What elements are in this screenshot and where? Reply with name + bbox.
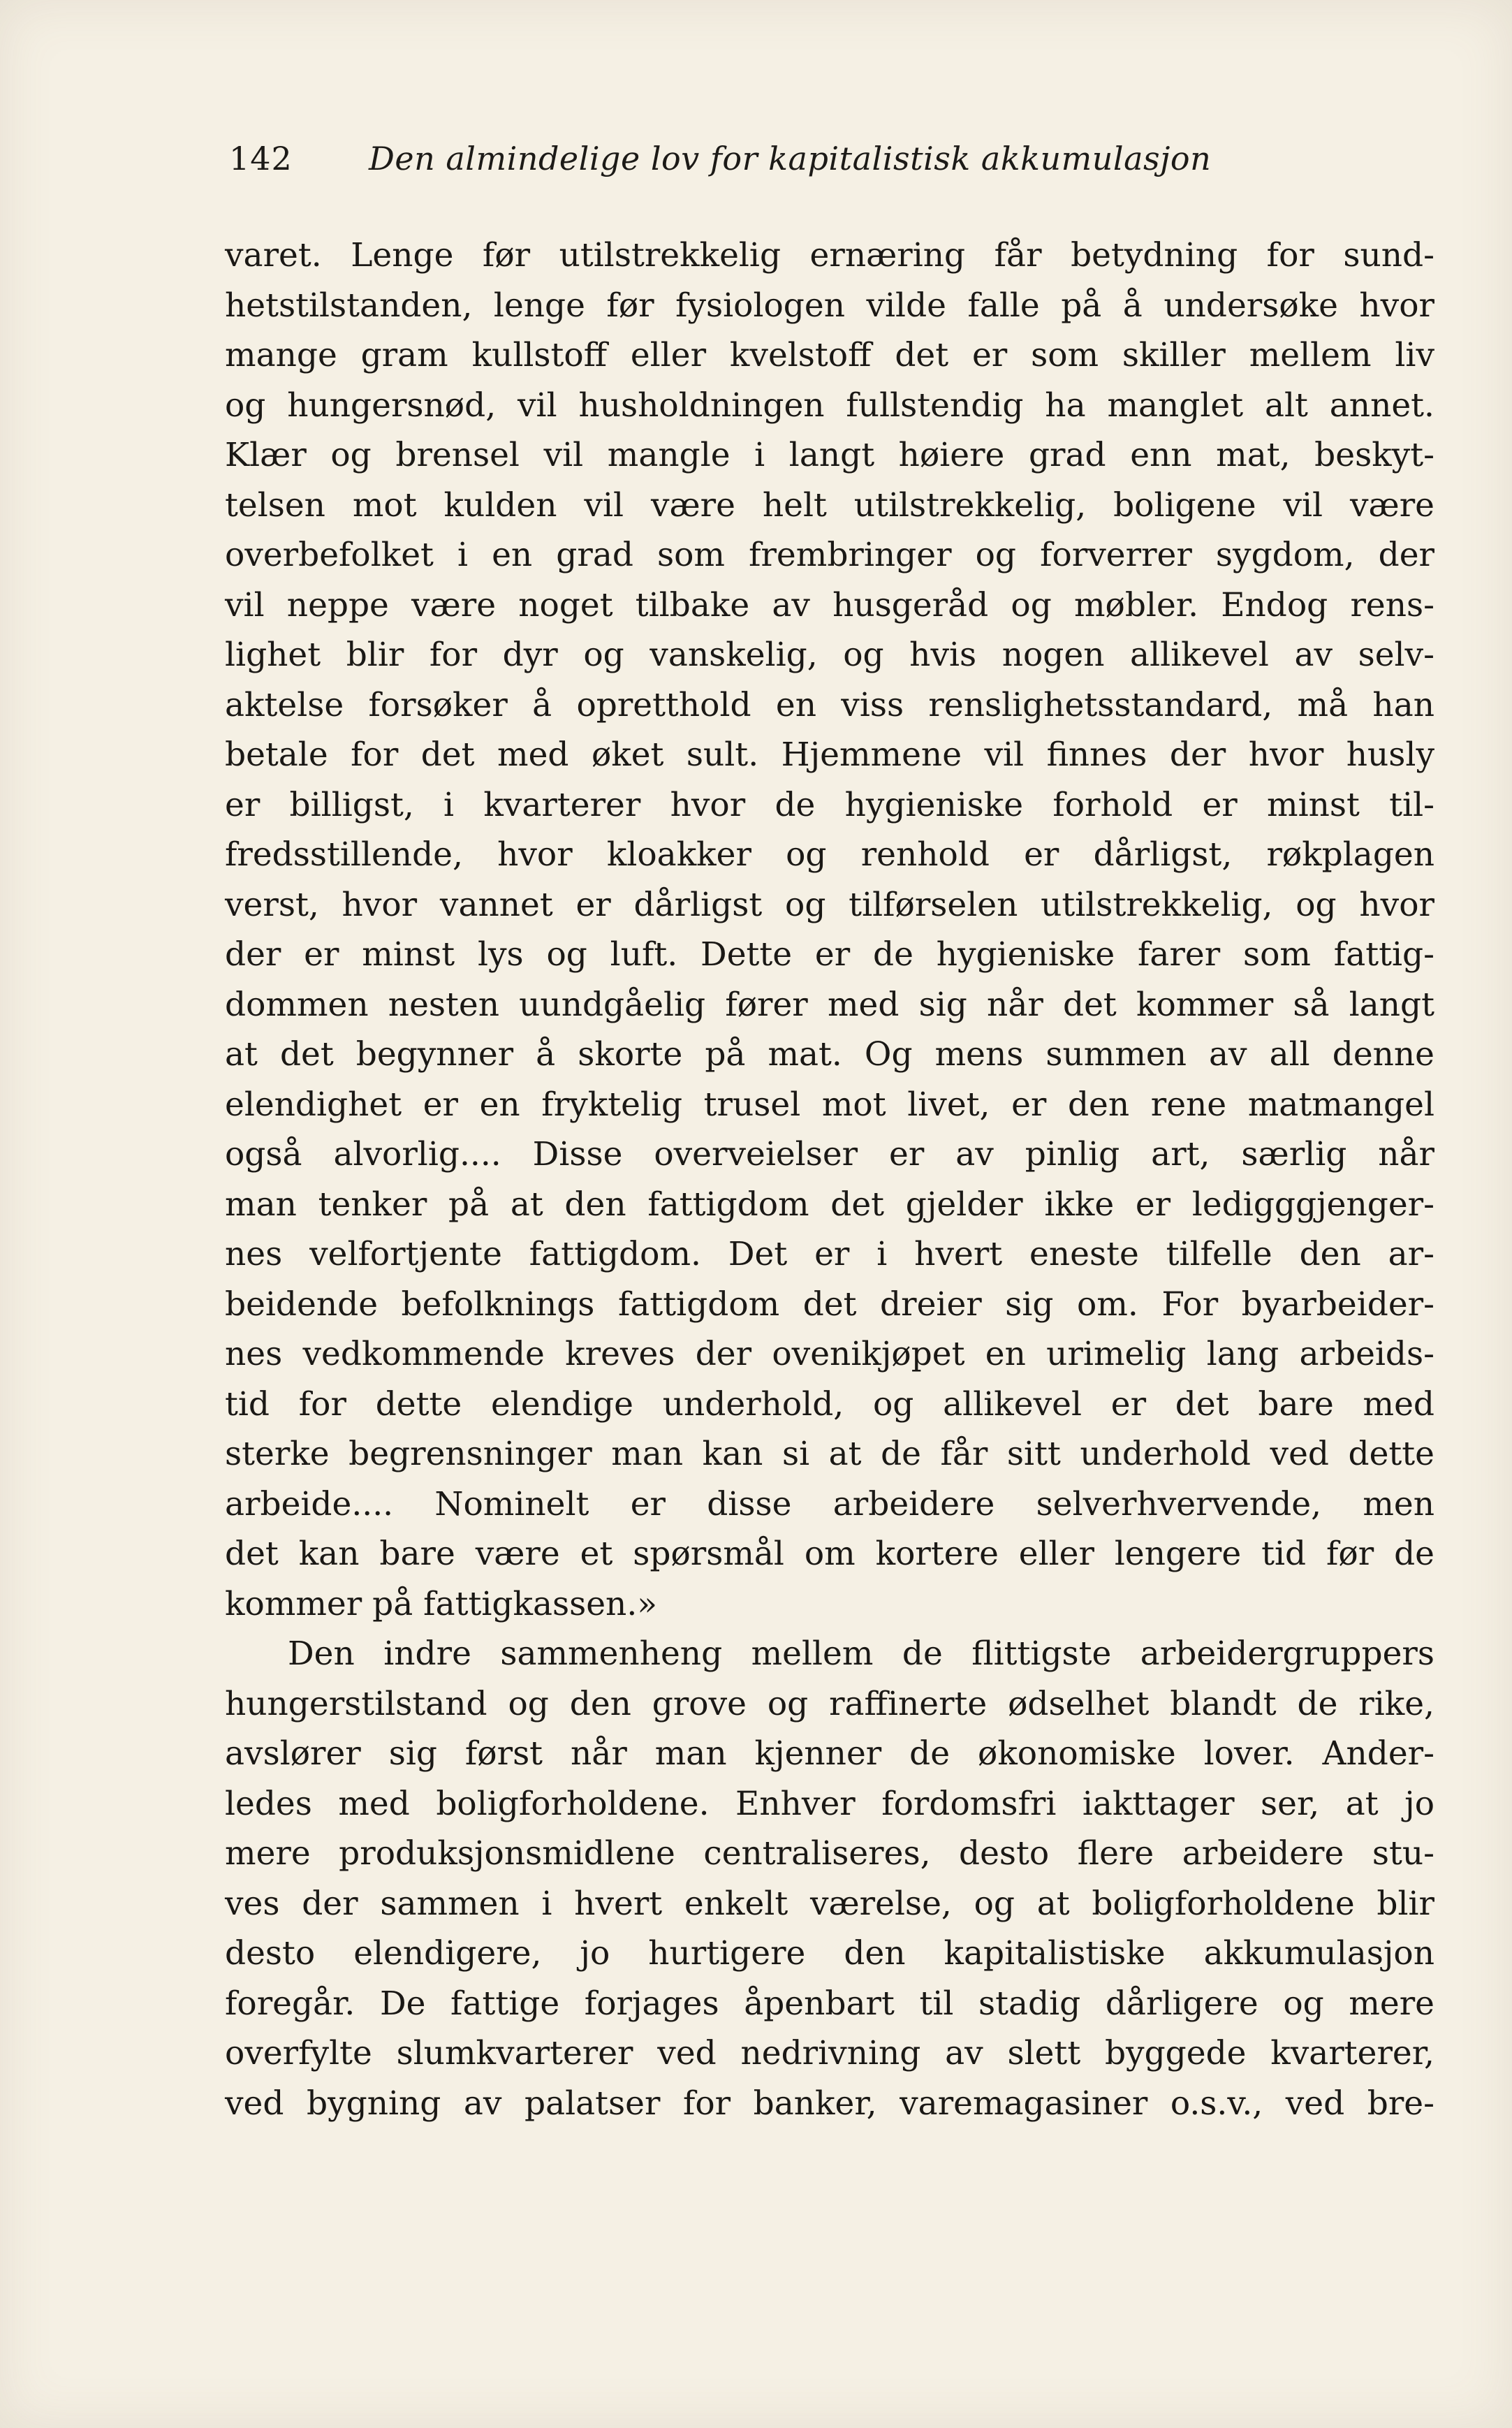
- text-line: nes vedkommende kreves der ovenikjøpet en urimelig lang arbeids-: [225, 1335, 1434, 1373]
- page-header: [229, 140, 1211, 196]
- text-line: arbeide.... Nominelt er disse arbeidere selverhvervende, men: [225, 1484, 1434, 1523]
- text-line: fredsstillende, hvor kloakker og renhold er dårligst, røkplagen: [225, 835, 1434, 874]
- text-line: hetstilstanden, lenge før fysiologen vilde falle på å undersøke hvor: [225, 286, 1434, 325]
- running-title: Den almindelige lov for kapitalistisk akkumulasjon: [369, 140, 1212, 177]
- text-line: verst, hvor vannet er dårligst og tilførselen utilstrekkelig, og hvor: [225, 885, 1434, 924]
- text-line: varet. Lenge før utilstrekkelig ernæring får betydning for sund-: [225, 236, 1434, 275]
- text-line: mange gram kullstoff eller kvelstoff det er som skiller mellem liv: [225, 336, 1434, 374]
- text-line: ledes med boligforholdene. Enhver fordomsfri iakttager ser, at jo: [225, 1784, 1434, 1823]
- text-line: mere produksjonsmidlene centraliseres, desto flere arbeidere stu-: [225, 1834, 1434, 1873]
- text-line: desto elendigere, jo hurtigere den kapitalistiske akkumulasjon: [225, 1934, 1434, 1973]
- text-line: sterke begrensninger man kan si at de får sitt underhold ved dette: [225, 1435, 1434, 1473]
- body-text: [225, 231, 1434, 2128]
- text-line: beidende befolknings fattigdom det dreier sig om. For byarbeider-: [225, 1285, 1434, 1324]
- text-line: vil neppe være noget tilbake av husgeråd og møbler. Endog rens-: [225, 585, 1434, 624]
- text-line: man tenker på at den fattigdom det gjelder ikke er ledigggjenger-: [225, 1185, 1434, 1224]
- text-line: Klær og brensel vil mangle i langt høiere grad enn mat, beskyt-: [225, 436, 1434, 474]
- text-line: ved bygning av palatser for banker, varemagasiner o.s.v., ved bre-: [225, 2084, 1434, 2123]
- text-line: det kan bare være et spørsmål om kortere eller lengere tid før de: [225, 1535, 1434, 1573]
- text-line: også alvorlig.... Disse overveielser er av pinlig art, særlig når: [225, 1135, 1434, 1173]
- text-line: aktelse forsøker å opretthold en viss renslighetsstandard, må han: [225, 685, 1434, 724]
- text-line: overfylte slumkvarterer ved nedrivning av slett byggede kvarterer,: [225, 2034, 1434, 2072]
- paragraph-start-line: Den indre sammenheng mellem de flittigste arbeidergruppers: [288, 1634, 1434, 1673]
- page-number: 142: [229, 140, 293, 177]
- text-line: er billigst, i kvarterer hvor de hygieniske forhold er minst til-: [225, 785, 1434, 824]
- paragraph-end-line: kommer på fattigkassen.»: [225, 1584, 658, 1623]
- text-line: avslører sig først når man kjenner de økonomiske lover. Ander-: [225, 1734, 1434, 1773]
- text-line: overbefolket i en grad som frembringer og forverrer sygdom, der: [225, 536, 1434, 574]
- text-line: dommen nesten uundgåelig fører med sig når det kommer så langt: [225, 985, 1434, 1024]
- text-line: telsen mot kulden vil være helt utilstrekkelig, boligene vil være: [225, 485, 1434, 525]
- text-line: at det begynner å skorte på mat. Og mens summen av all denne: [225, 1035, 1434, 1074]
- text-line: hungerstilstand og den grove og raffinerte ødselhet blandt de rike,: [225, 1684, 1434, 1723]
- text-line: lighet blir for dyr og vanskelig, og hvis nogen allikevel av selv-: [225, 636, 1434, 674]
- text-line: og hungersnød, vil husholdningen fullstendig ha manglet alt annet.: [225, 386, 1434, 425]
- text-line: tid for dette elendige underhold, og allikevel er det bare med: [225, 1384, 1434, 1424]
- text-line: betale for det med øket sult. Hjemmene vil finnes der hvor husly: [225, 736, 1434, 774]
- text-line: ves der sammen i hvert enkelt værelse, og at boligforholdene blir: [225, 1884, 1434, 1923]
- text-line: foregår. De fattige forjages åpenbart til stadig dårligere og mere: [225, 1984, 1434, 2023]
- text-line: elendighet er en fryktelig trusel mot livet, er den rene matmangel: [225, 1085, 1434, 1124]
- text-line: nes velfortjente fattigdom. Det er i hvert eneste tilfelle den ar-: [225, 1235, 1434, 1273]
- text-line: der er minst lys og luft. Dette er de hygieniske farer som fattig-: [225, 935, 1434, 974]
